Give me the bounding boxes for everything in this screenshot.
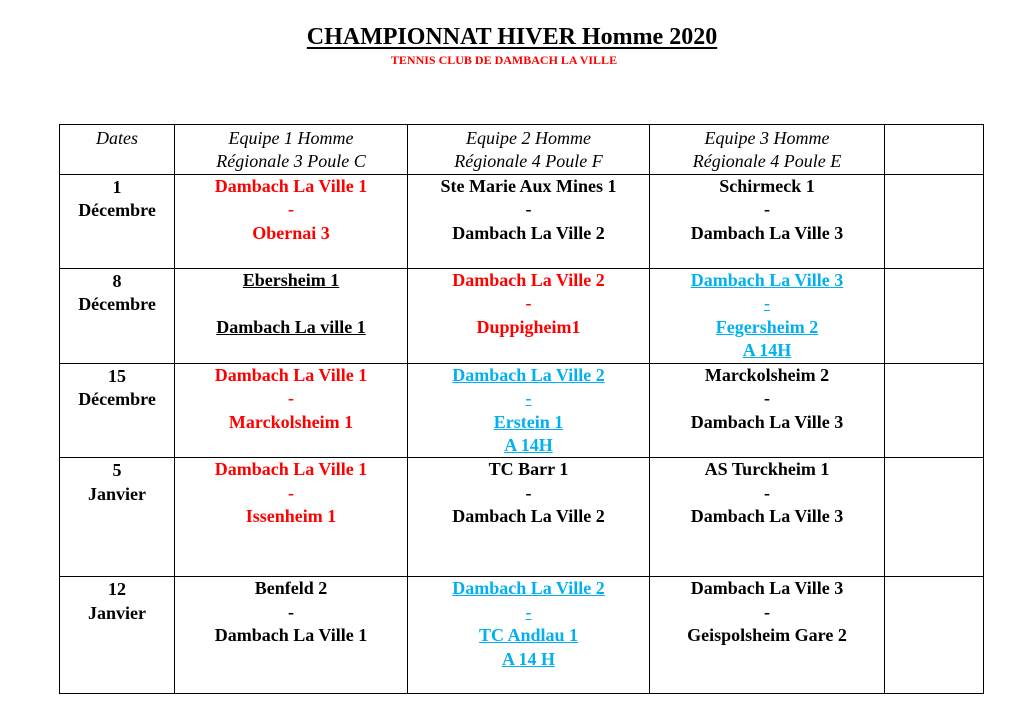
match-line: - [288,601,294,622]
match-line: - [288,482,294,503]
match-line: - [525,199,532,220]
empty-cell [885,363,984,458]
match-link[interactable]: Dambach La Ville 2 [452,364,605,385]
date-day: 1 [112,176,122,197]
match-line: Obernai 3 [252,222,330,243]
match-line: Dambach La Ville 1 [214,459,368,480]
match-line: Dambach La Ville 3 [690,578,844,599]
match-line: Dambach La Ville 1 [214,175,368,196]
match-line [175,292,407,315]
match-line: Benfeld 2 [254,578,328,599]
match-line: Marckolsheim 2 [704,364,830,385]
match-line: Dambach La Ville 1 [214,364,368,385]
date-day: 5 [112,460,122,481]
match-cell-team-3 [650,363,885,458]
match-line: - [764,199,770,220]
column-header-team-1: Equipe 1 Homme Régionale 3 Poule C [175,125,408,175]
match-cell-team-3 [650,458,885,577]
date-day: 8 [112,270,122,291]
date-month: Décembre [78,294,156,315]
date-cell [60,458,175,577]
match-line: Ste Marie Aux Mines 1 [440,175,617,196]
match-cell-team-3 [650,174,885,268]
match-line: Dambach La Ville 3 [690,222,844,243]
match-cell-team-1 [175,577,408,694]
match-cell-team-2 [408,363,650,458]
match-cell-team-1 [175,363,408,458]
match-link[interactable]: Fegersheim 2 [715,316,819,337]
table-row [60,174,984,268]
match-line: Dambach La Ville 2 [452,506,605,527]
match-link[interactable]: A 14H [504,435,553,456]
date-month: Décembre [78,200,156,221]
match-line: Duppigheim1 [476,316,581,337]
header-row [60,125,984,175]
match-line: - [764,482,770,503]
match-line: - [764,388,770,409]
match-line: Dambach La Ville 3 [690,506,844,527]
match-line: Dambach La ville 1 [216,316,366,337]
table-row [60,577,984,694]
date-month: Janvier [88,602,146,623]
match-line: Dambach La Ville 3 [690,411,844,432]
schedule-body [60,174,984,694]
match-line: - [525,293,532,314]
match-line: AS Turckheim 1 [704,459,830,480]
match-link[interactable]: TC Andlau 1 [478,625,579,646]
match-link[interactable]: A 14H [742,340,792,361]
column-header-team-2: Equipe 2 Homme Régionale 4 Poule F [408,125,650,175]
empty-cell [885,174,984,268]
match-line: Marckolsheim 1 [228,411,354,432]
page-title: CHAMPIONNAT HIVER Homme 2020 [306,24,718,50]
match-link[interactable]: Dambach La Ville 3 [690,269,844,290]
match-cell-team-1 [175,268,408,363]
schedule-table [59,124,984,694]
match-cell-team-2 [408,458,650,577]
match-link[interactable]: - [525,601,532,622]
match-line: TC Barr 1 [488,459,569,480]
match-line: - [288,199,294,220]
match-cell-team-3 [650,577,885,694]
match-link[interactable]: A 14 H [501,648,555,669]
table-row [60,268,984,363]
club-subtitle: TENNIS CLUB DE DAMBACH LA VILLE [390,53,618,67]
column-header-empty [885,125,984,175]
empty-cell [885,577,984,694]
match-link[interactable]: Dambach La Ville 2 [452,578,605,599]
date-cell [60,174,175,268]
match-line: Issenheim 1 [245,506,337,527]
match-link[interactable]: - [525,388,532,409]
match-cell-team-1 [175,458,408,577]
date-month: Janvier [88,483,146,504]
column-header-dates: Dates [60,125,175,175]
match-line: Geispolsheim Gare 2 [687,625,847,646]
date-cell [60,363,175,458]
match-line: Schirmeck 1 [719,175,815,196]
match-cell-team-3 [650,268,885,363]
match-cell-team-2 [408,268,650,363]
date-cell [60,268,175,363]
match-link[interactable]: Erstein 1 [493,411,564,432]
column-header-team-3: Equipe 3 Homme Régionale 4 Poule E [650,125,885,175]
table-row [60,363,984,458]
match-line: Ebersheim 1 [242,269,340,290]
match-line: Dambach La Ville 2 [452,269,605,290]
empty-cell [885,268,984,363]
match-cell-team-2 [408,174,650,268]
date-day: 15 [108,365,126,386]
match-line: - [764,601,770,622]
date-day: 12 [108,579,126,600]
match-line: - [288,388,294,409]
match-line: - [525,482,532,503]
match-link[interactable]: - [764,293,770,314]
table-row [60,458,984,577]
empty-cell [885,458,984,577]
date-month: Décembre [78,389,156,410]
match-cell-team-2 [408,577,650,694]
match-line: Dambach La Ville 2 [452,222,605,243]
match-cell-team-1 [175,174,408,268]
date-cell [60,577,175,694]
match-line: Dambach La Ville 1 [214,625,368,646]
